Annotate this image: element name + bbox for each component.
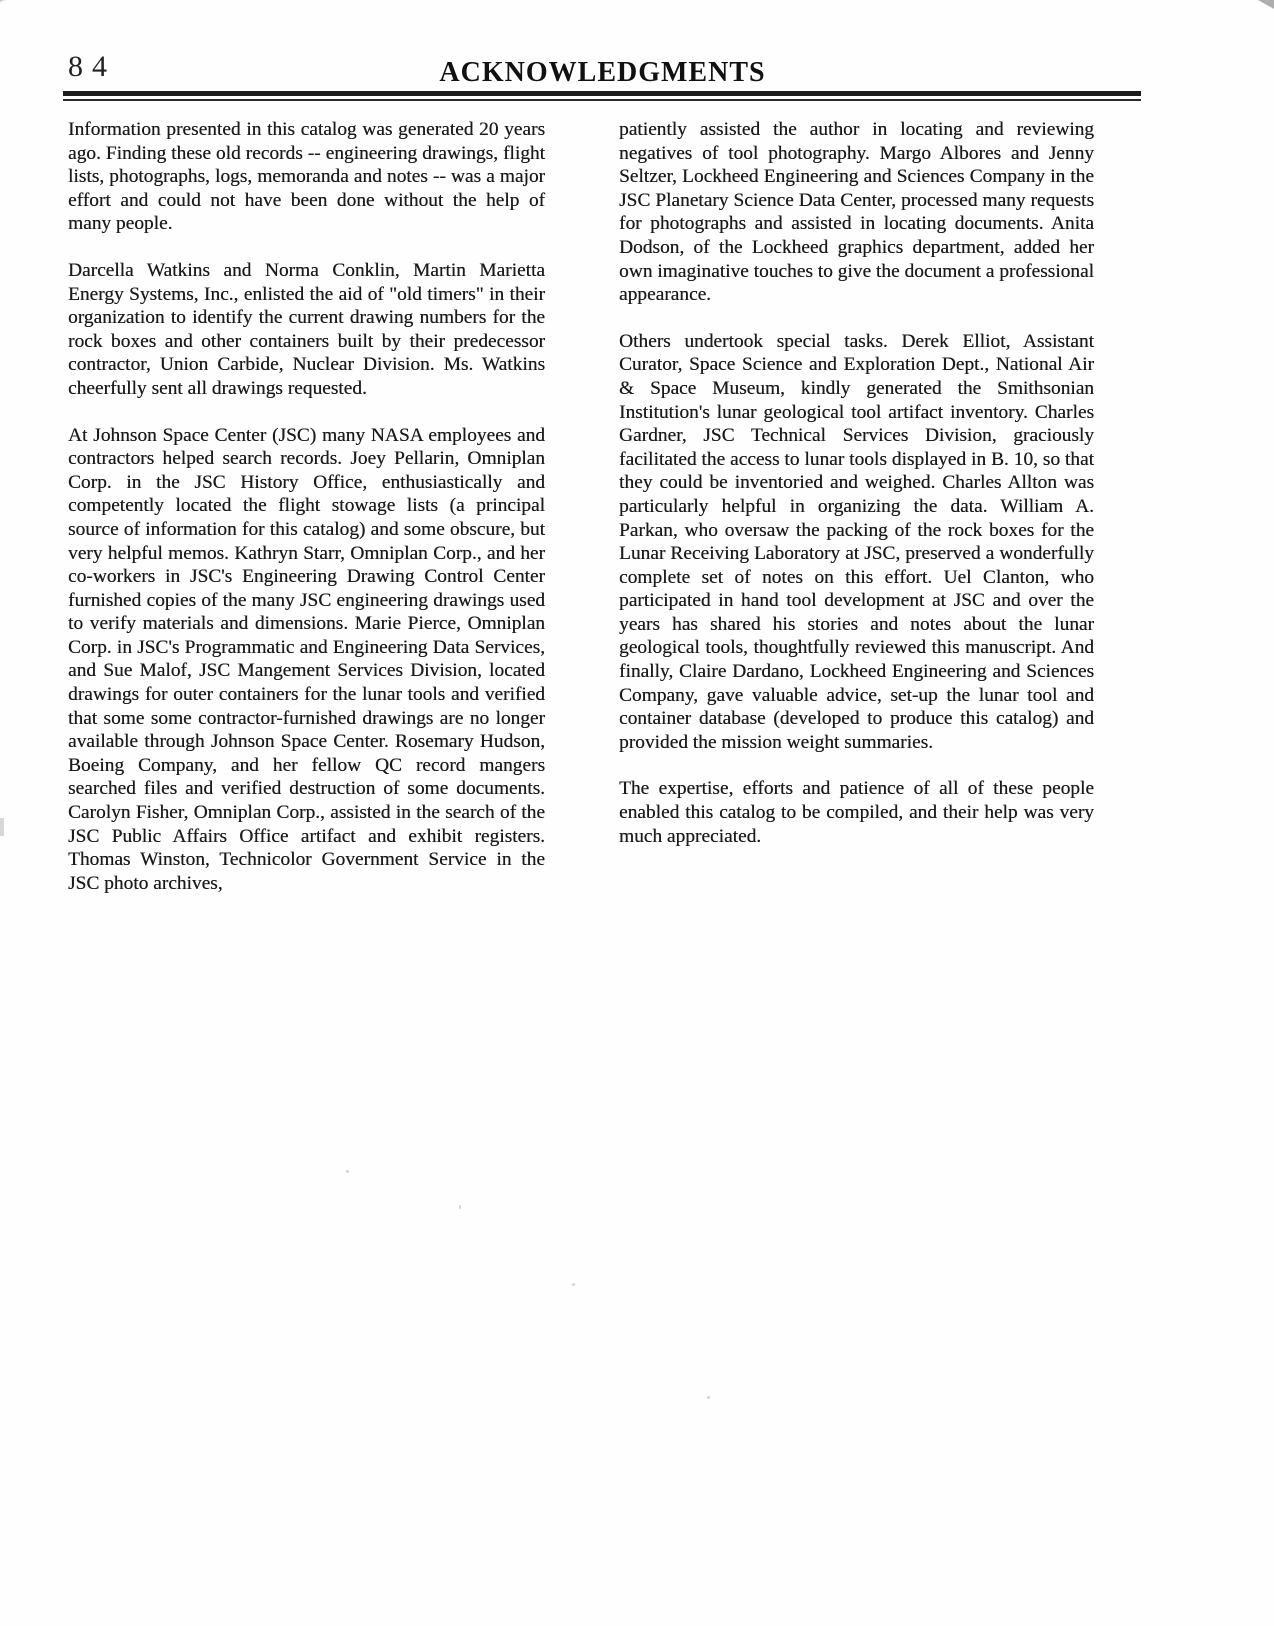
scan-artifact-left-edge [0, 818, 4, 836]
paragraph-special-tasks: Others undertook special tasks. Derek Elliot, Assistant Curator, Space Science and Exploration Dept., National Air & Space Museum, kindly generated the Smithsonian Institution's lunar geological tool artifact inventory. Charles Gardner, JSC Technical Services Division, graciously facilitated the access to lunar tools displayed in B. 10, so that they could be inventoried and weighed. Charles Allton was particularly helpful in organizing the data. William A. Parkan, who oversaw the packing of the rock boxes for the Lunar Receiving Laboratory at JSC, preserved a wonderfully complete set of notes on this effort. Uel Clanton, who participated in hand tool development at JSC and over the years has shared his stories and notes about the lunar geological tools, thoughtfully reviewed this manuscript. And finally, Claire Dardano, Lockheed Engineering and Sciences Company, gave valuable advice, set-up the lunar tool and container database (developed to produce this catalog) and provided the mission weight summaries. [619, 330, 1094, 753]
text-columns [68, 118, 1094, 918]
paragraph-photography-continuation: patiently assisted the author in locating and reviewing negatives of tool photography. Margo Albores and Jenny Seltzer, Lockheed Engineering and Sciences Company in the JSC Planetary Science Data Center, processed many requests for photographs and assisted in locating documents. Anita Dodson, of the Lockheed graphics department, added her own imaginative touches to give the document a professional appearance. [619, 119, 1094, 306]
left-column [68, 118, 545, 918]
scan-speck [346, 1170, 349, 1173]
paragraph-jsc-records: At Johnson Space Center (JSC) many NASA employees and contractors helped search records. Joey Pellarin, Omniplan Corp. in the JSC History Office, enthusiastically and competently located the flight stowage lists (a principal source of information for this catalog) and some obscure, but very helpful memos. Kathryn Starr, Omniplan Corp., and her co-workers in JSC's Engineering Drawing Control Center furnished copies of the many JSC engineering drawings used to verify materials and dimensions. Marie Pierce, Omniplan Corp. in JSC's Programmatic and Engineering Data Services, and Sue Malof, JSC Mangement Services Division, located drawings for outer containers for the lunar tools and verified that some some contractor-furnished drawings are no longer available through Johnson Space Center. Rosemary Hudson, Boeing Company, and her fellow QC record mangers searched files and verified destruction of some documents. Carolyn Fisher, Omniplan Corp., assisted in the search of the JSC Public Affairs Office artifact and exhibit registers. Thomas Winston, Technicolor Government Service in the JSC photo archives, [68, 424, 545, 894]
paragraph-intro: Information presented in this catalog was generated 20 years ago. Finding these old records -- engineering drawings, flight lists, photographs, logs, memoranda and notes -- was a major effort and could not have been done without the help of many people. [68, 119, 545, 235]
paragraph-martin-marietta: Darcella Watkins and Norma Conklin, Martin Marietta Energy Systems, Inc., enlisted the aid of "old timers" in their organization to identify the current drawing numbers for the rock boxes and other containers built by their predecessor contractor, Union Carbide, Nuclear Division. Ms. Watkins cheerfully sent all drawings requested. [68, 259, 545, 399]
scan-speck [572, 1283, 575, 1286]
paragraph-closing-thanks: The expertise, efforts and patience of all of these people enabled this catalog to be compiled, and their help was very much appreciated. [619, 778, 1094, 847]
scan-speck [459, 1205, 461, 1209]
header-double-rule [63, 91, 1141, 101]
scan-artifact-top-right [1258, 0, 1274, 9]
page-number: 84 [68, 50, 116, 83]
scan-speck [707, 1396, 710, 1399]
scan-artifact-top-left [0, 0, 28, 2]
right-column [619, 118, 1094, 918]
page-title: ACKNOWLEDGMENTS [439, 57, 766, 88]
